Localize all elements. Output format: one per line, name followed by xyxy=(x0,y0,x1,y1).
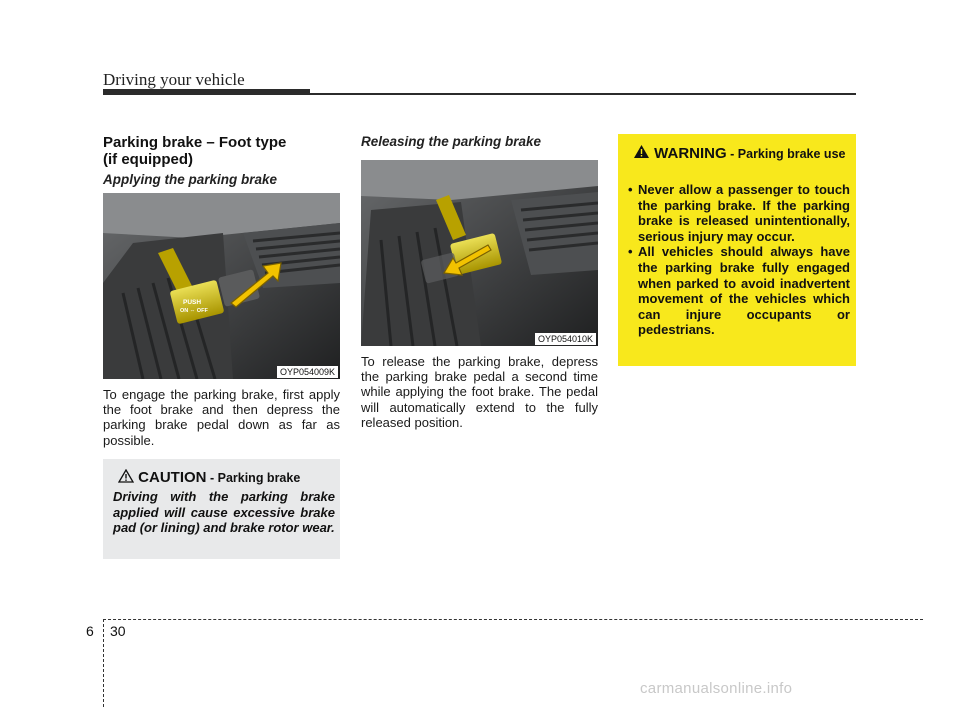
warning-subtitle: - Parking brake use xyxy=(726,147,846,161)
warning-item: • All vehicles should always have the parking brake fully engaged when parked to avoid inadvertent movement of the vehicles which can injure occupants or pedestrians. xyxy=(626,244,850,338)
footer-vertical-rule xyxy=(103,619,104,707)
caution-text: Driving with the parking brake applied will cause excessive brake pad (or lining) and brake rotor wear. xyxy=(113,489,335,535)
warning-list xyxy=(626,182,850,338)
pedal-label-line1: PUSH xyxy=(183,299,202,306)
releasing-image-code: OYP054010K xyxy=(535,333,596,345)
releasing-photo xyxy=(361,160,598,346)
caution-subtitle: - Parking brake xyxy=(206,471,301,485)
caution-box xyxy=(103,459,340,559)
watermark: carmanualsonline.info xyxy=(640,680,793,697)
section-heading-line2: (if equipped) xyxy=(103,151,193,168)
releasing-text: To release the parking brake, depress the parking brake pedal a second time while applying the foot brake. The pedal will automatically extend to the fully released position. xyxy=(361,354,598,430)
pedal-label-line2: ON ⇔ OFF xyxy=(180,308,208,314)
applying-photo xyxy=(103,193,340,379)
releasing-heading: Releasing the parking brake xyxy=(361,134,542,149)
header-title: Driving your vehicle xyxy=(103,70,245,89)
header-rule xyxy=(310,93,856,95)
section-heading-line1: Parking brake – Foot type xyxy=(103,134,287,151)
caution-triangle-icon xyxy=(118,469,138,486)
warning-triangle-icon xyxy=(633,145,654,162)
caution-title xyxy=(118,469,300,486)
warning-label: WARNING xyxy=(654,145,727,162)
warning-title xyxy=(633,144,851,162)
header-bar xyxy=(103,89,310,95)
applying-image-code: OYP054009K xyxy=(277,366,338,378)
chapter-number: 6 xyxy=(86,623,94,639)
caution-label: CAUTION xyxy=(138,469,207,486)
page-number: 30 xyxy=(110,623,126,639)
footer-rule xyxy=(103,619,923,620)
warning-box xyxy=(618,134,856,366)
section-heading xyxy=(103,134,343,168)
applying-text: To engage the parking brake, first apply the foot brake and then depress the parking brake pedal down as far as possible. xyxy=(103,387,340,448)
warning-item: • Never allow a passenger to touch the parking brake. If the parking brake is released unintentionally, serious injury may occur. xyxy=(626,182,850,244)
applying-heading: Applying the parking brake xyxy=(103,172,278,187)
